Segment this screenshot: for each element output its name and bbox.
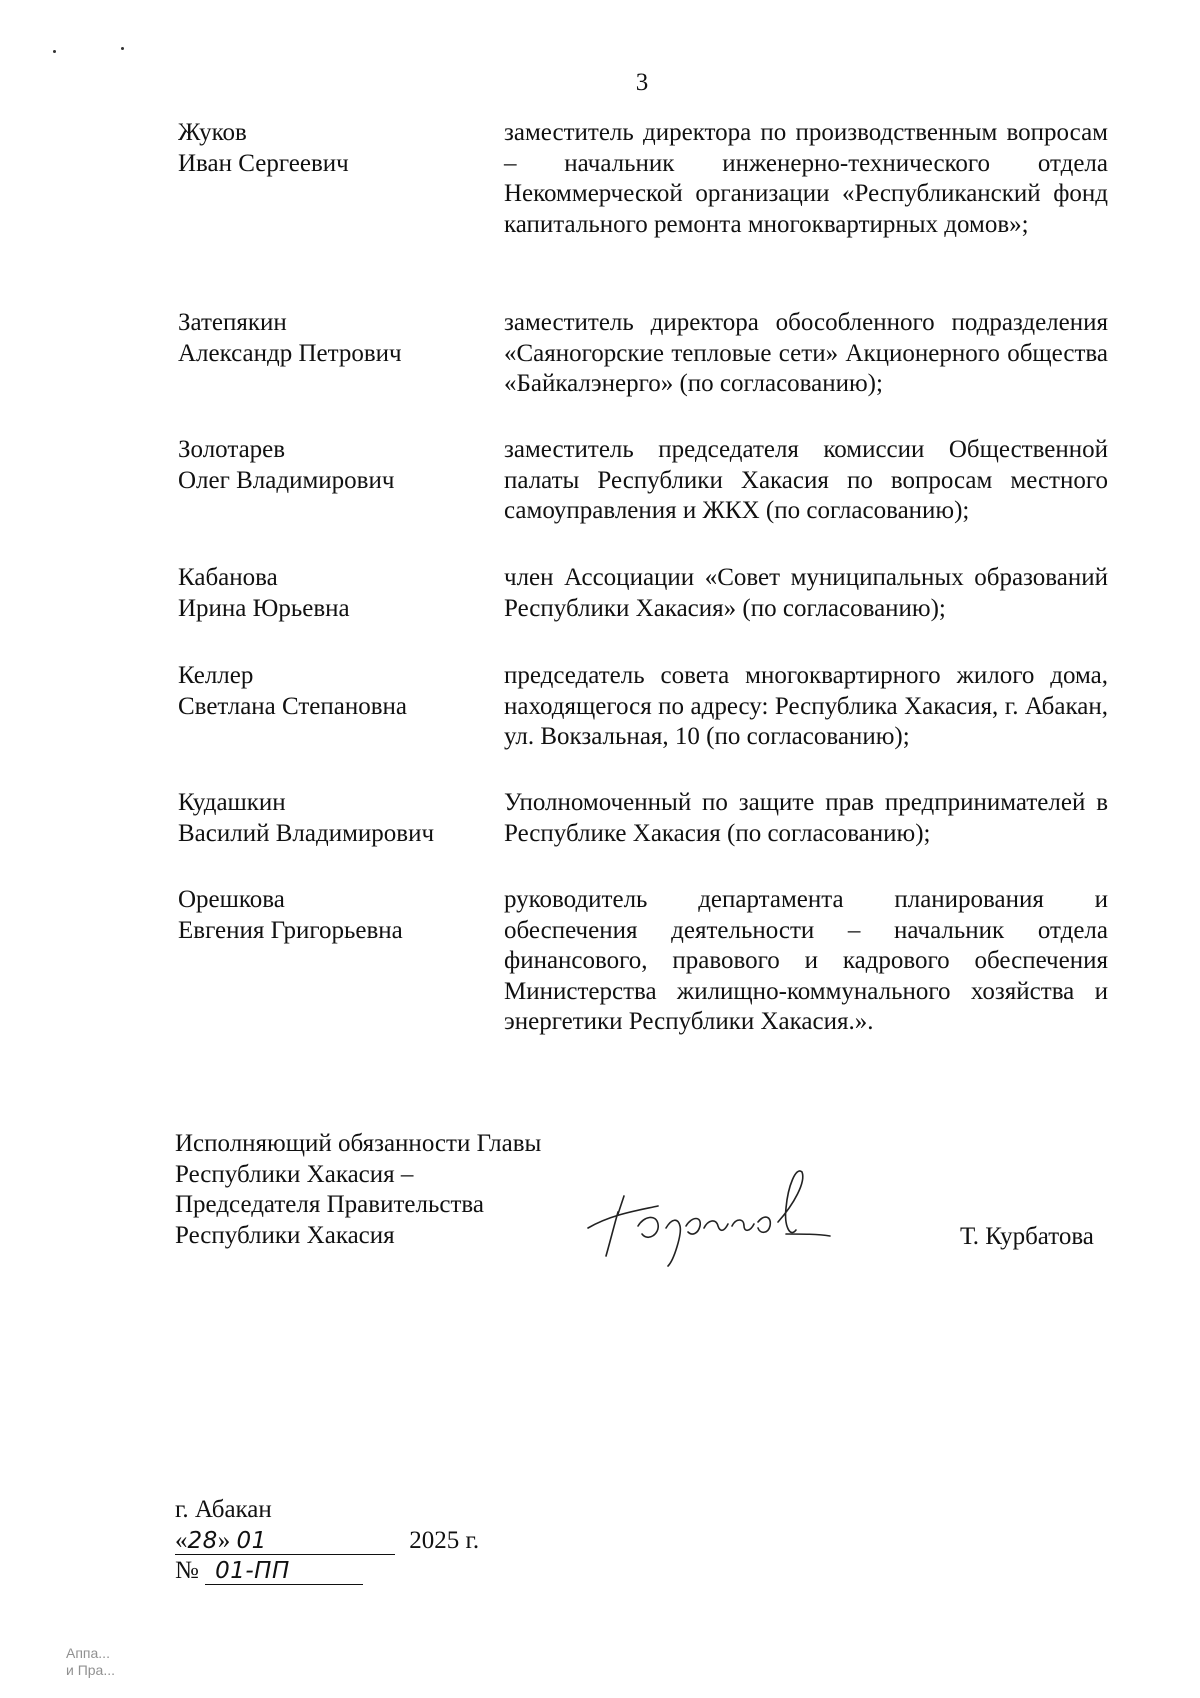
number-sign: № [175, 1557, 199, 1584]
member-given-names: Иван Сергеевич [178, 149, 349, 177]
member-given-names: Олег Владимирович [178, 466, 395, 494]
member-name [178, 118, 478, 179]
scan-corner-fragment [66, 1645, 115, 1679]
issue-date-line [175, 1526, 535, 1557]
signer-name: Т. Курбатова [960, 1223, 1094, 1250]
member-surname: Келлер [178, 662, 254, 689]
member-surname: Кудашкин [178, 789, 286, 816]
issue-date-day: 28 [187, 1527, 218, 1554]
issue-date-year: 2025 г. [409, 1526, 480, 1554]
member-surname: Жуков [178, 119, 247, 146]
member-role: заместитель директора обособленного подразделения «Саяногорские тепловые сети» Акционерного общества «Байкалэнерго» (по согласованию); [504, 309, 1108, 397]
scan-dot-left [53, 50, 56, 53]
member-name [178, 563, 478, 624]
member-name [178, 885, 478, 946]
issue-date-field [175, 1528, 395, 1555]
page-number: 3 [635, 69, 649, 96]
date-close-quote: » [217, 1526, 231, 1554]
scan-dot-right [121, 47, 124, 50]
member-given-names: Евгения Григорьевна [178, 916, 403, 944]
issue-date-month: 01 [236, 1527, 267, 1554]
scan-corner-line: и Пра... [66, 1662, 116, 1678]
signatory-title-line: Исполняющий обязанности Главы [175, 1130, 542, 1157]
member-given-names: Василий Владимирович [178, 819, 435, 847]
member-surname: Затепякин [178, 309, 287, 336]
document-number-field [205, 1558, 363, 1585]
member-role: заместитель директора по производственным вопросам – начальник инженерно-технического отдела Некоммерческой организации «Республиканский фонд капитального ремонта многоквартирных домов»; [504, 119, 1108, 238]
signatory-title [175, 1129, 595, 1251]
member-given-names: Александр Петрович [178, 339, 402, 367]
handwritten-signature [582, 1168, 832, 1268]
member-surname: Золотарев [178, 436, 286, 463]
scan-corner-line: Аппа... [66, 1645, 110, 1661]
member-surname: Орешкова [178, 886, 285, 913]
signatory-title-line: Председателя Правительства [175, 1191, 484, 1218]
member-role: заместитель председателя комиссии Общественной палаты Республики Хакасия по вопросам местного самоуправления и ЖКХ (по согласованию); [504, 436, 1108, 524]
signatory-title-line: Республики Хакасия [175, 1221, 395, 1249]
member-name [178, 308, 478, 369]
date-open-quote: « [175, 1526, 188, 1554]
member-role: Уполномоченный по защите прав предпринимателей в Республике Хакасия (по согласованию); [504, 789, 1108, 847]
member-name [178, 435, 478, 496]
member-role: руководитель департамента планирования и обеспечения деятельности – начальник отдела финансового, правового и кадрового обеспечения Министерства жилищно-коммунального хозяйства и энергетики Республики Хакасия.». [504, 886, 1108, 1035]
member-name [178, 661, 478, 722]
document-number-line [175, 1556, 535, 1587]
member-given-names: Светлана Степановна [178, 692, 408, 720]
member-role: председатель совета многоквартирного жилого дома, находящегося по адресу: Республика Хакасия, г. Абакан, ул. Вокзальная, 10 (по согласованию); [504, 662, 1108, 750]
member-role: член Ассоциации «Совет муниципальных образований Республики Хакасия» (по согласованию); [504, 564, 1108, 622]
document-number: 01-ПП [215, 1558, 290, 1584]
document-footer [175, 1495, 535, 1587]
member-surname: Кабанова [178, 564, 278, 591]
signatory-title-line: Республики Хакасия – [175, 1160, 414, 1188]
issue-city: г. Абакан [175, 1496, 272, 1523]
member-given-names: Ирина Юрьевна [178, 594, 350, 622]
member-name [178, 788, 478, 849]
